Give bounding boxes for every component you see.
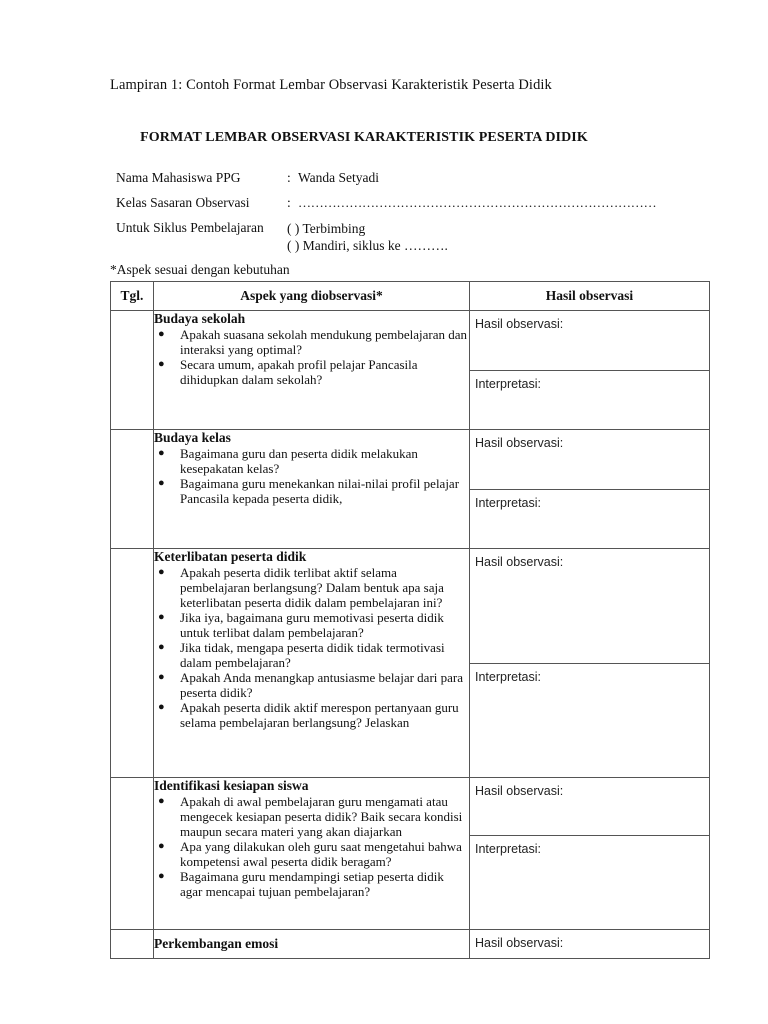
list-item: ● Apakah suasana sekolah mendukung pembelajaran dan interaksi yang optimal?	[158, 327, 467, 357]
aspect-title: Budaya kelas	[154, 430, 231, 445]
list-item: ● Apa yang dilakukan oleh guru saat mengetahui bahwa kompetensi awal peserta didik beragam?	[158, 839, 462, 869]
result-cell	[470, 549, 710, 778]
result-field[interactable]: Hasil observasi:	[470, 549, 709, 664]
date-cell[interactable]	[111, 549, 154, 778]
question-list	[154, 446, 469, 506]
target-class-label: Kelas Sasaran Observasi	[116, 195, 250, 210]
bullet-icon: ●	[158, 701, 165, 713]
list-item: ● Apakah peserta didik aktif merespon pertanyaan guru selama pembelajaran berlangsung? Jelaskan	[158, 700, 459, 730]
result-field[interactable]: Hasil observasi:	[470, 778, 709, 836]
bullet-icon: ●	[158, 671, 165, 683]
list-item: ● Secara umum, apakah profil pelajar Pancasila dihidupkan dalam sekolah?	[158, 357, 418, 387]
list-item: ● Bagaimana guru dan peserta didik melakukan kesepakatan kelas?	[158, 446, 418, 476]
interpretation-field[interactable]: Interpretasi:	[475, 377, 542, 391]
interpretation-field[interactable]: Interpretasi:	[475, 670, 542, 684]
aspect-cell	[154, 311, 470, 430]
bullet-icon: ●	[158, 611, 165, 623]
date-column-header: Tgl.	[111, 282, 154, 311]
bullet-icon: ●	[158, 566, 165, 578]
result-field[interactable]: Hasil observasi:	[470, 311, 709, 371]
date-cell[interactable]	[111, 311, 154, 430]
target-class-colon: :	[287, 195, 291, 210]
student-name-value: Wanda Setyadi	[298, 170, 380, 185]
table-row	[111, 430, 710, 549]
list-item: ● Apakah peserta didik terlibat aktif selama pembelajaran berlangsung? Dalam bentuk apa saja keterlibatan peserta didik dalam pembelajaran ini?	[158, 565, 444, 610]
observation-table	[110, 281, 710, 959]
aspect-cell	[154, 930, 470, 959]
result-column-header: Hasil observasi	[470, 282, 710, 311]
date-cell[interactable]	[111, 430, 154, 549]
question-list	[154, 565, 469, 730]
list-item: ● Bagaimana guru mendampingi setiap peserta didik agar mencapai tujuan pembelajaran?	[158, 869, 444, 899]
document-title: FORMAT LEMBAR OBSERVASI KARAKTERISTIK PESERTA DIDIK	[140, 130, 588, 145]
aspect-cell	[154, 778, 470, 930]
result-cell	[470, 930, 710, 959]
result-field[interactable]: Hasil observasi:	[475, 936, 564, 950]
date-cell[interactable]	[111, 930, 154, 959]
attachment-caption: Lampiran 1: Contoh Format Lembar Observasi Karakteristik Peserta Didik	[110, 77, 552, 93]
cycle-option-guided: ( ) Terbimbing	[287, 221, 366, 236]
table-row	[111, 778, 710, 930]
bullet-icon: ●	[158, 477, 165, 489]
bullet-icon: ●	[158, 447, 165, 459]
bullet-icon: ●	[158, 641, 165, 653]
student-name-label: Nama Mahasiswa PPG	[116, 170, 241, 185]
list-item: ● Apakah Anda menangkap antusiasme belajar dari para peserta didik?	[158, 670, 463, 700]
interpretation-field[interactable]: Interpretasi:	[475, 842, 542, 856]
aspect-cell	[154, 549, 470, 778]
bullet-icon: ●	[158, 795, 165, 807]
cycle-option-independent: ( ) Mandiri, siklus ke ……….	[287, 238, 448, 253]
cycle-label: Untuk Siklus Pembelajaran	[116, 220, 264, 235]
student-name-colon: :	[287, 170, 291, 185]
list-item: ● Apakah di awal pembelajaran guru mengamati atau mengecek kesiapan peserta didik? Baik secara kondisi maupun secara materi yang akan diajarkan	[158, 794, 463, 839]
table-row	[111, 311, 710, 430]
target-class-blank: …………………………………………………………………………	[298, 195, 657, 210]
bullet-icon: ●	[158, 328, 165, 340]
bullet-icon: ●	[158, 840, 165, 852]
aspect-title: Budaya sekolah	[154, 311, 246, 326]
table-row	[111, 930, 710, 959]
aspect-title: Identifikasi kesiapan siswa	[154, 778, 309, 793]
table-header-row	[111, 282, 710, 311]
question-list	[154, 794, 469, 899]
result-cell	[470, 311, 710, 430]
aspect-column-header: Aspek yang diobservasi*	[154, 282, 470, 311]
list-item: ● Jika tidak, mengapa peserta didik tidak termotivasi dalam pembelajaran?	[158, 640, 445, 670]
bullet-icon: ●	[158, 870, 165, 882]
list-item: ● Bagaimana guru menekankan nilai-nilai profil pelajar Pancasila kepada peserta didik,	[158, 476, 460, 506]
list-item: ● Jika iya, bagaimana guru memotivasi peserta didik untuk terlibat dalam pembelajaran?	[158, 610, 444, 640]
date-cell[interactable]	[111, 778, 154, 930]
result-field[interactable]: Hasil observasi:	[470, 430, 709, 490]
aspect-title: Perkembangan emosi	[154, 936, 279, 951]
aspect-cell	[154, 430, 470, 549]
aspect-note: *Aspek sesuai dengan kebutuhan	[110, 262, 290, 277]
question-list	[154, 327, 469, 387]
bullet-icon: ●	[158, 358, 165, 370]
aspect-title: Keterlibatan peserta didik	[154, 549, 307, 564]
result-cell	[470, 430, 710, 549]
interpretation-field[interactable]: Interpretasi:	[475, 496, 542, 510]
table-row	[111, 549, 710, 778]
result-cell	[470, 778, 710, 930]
